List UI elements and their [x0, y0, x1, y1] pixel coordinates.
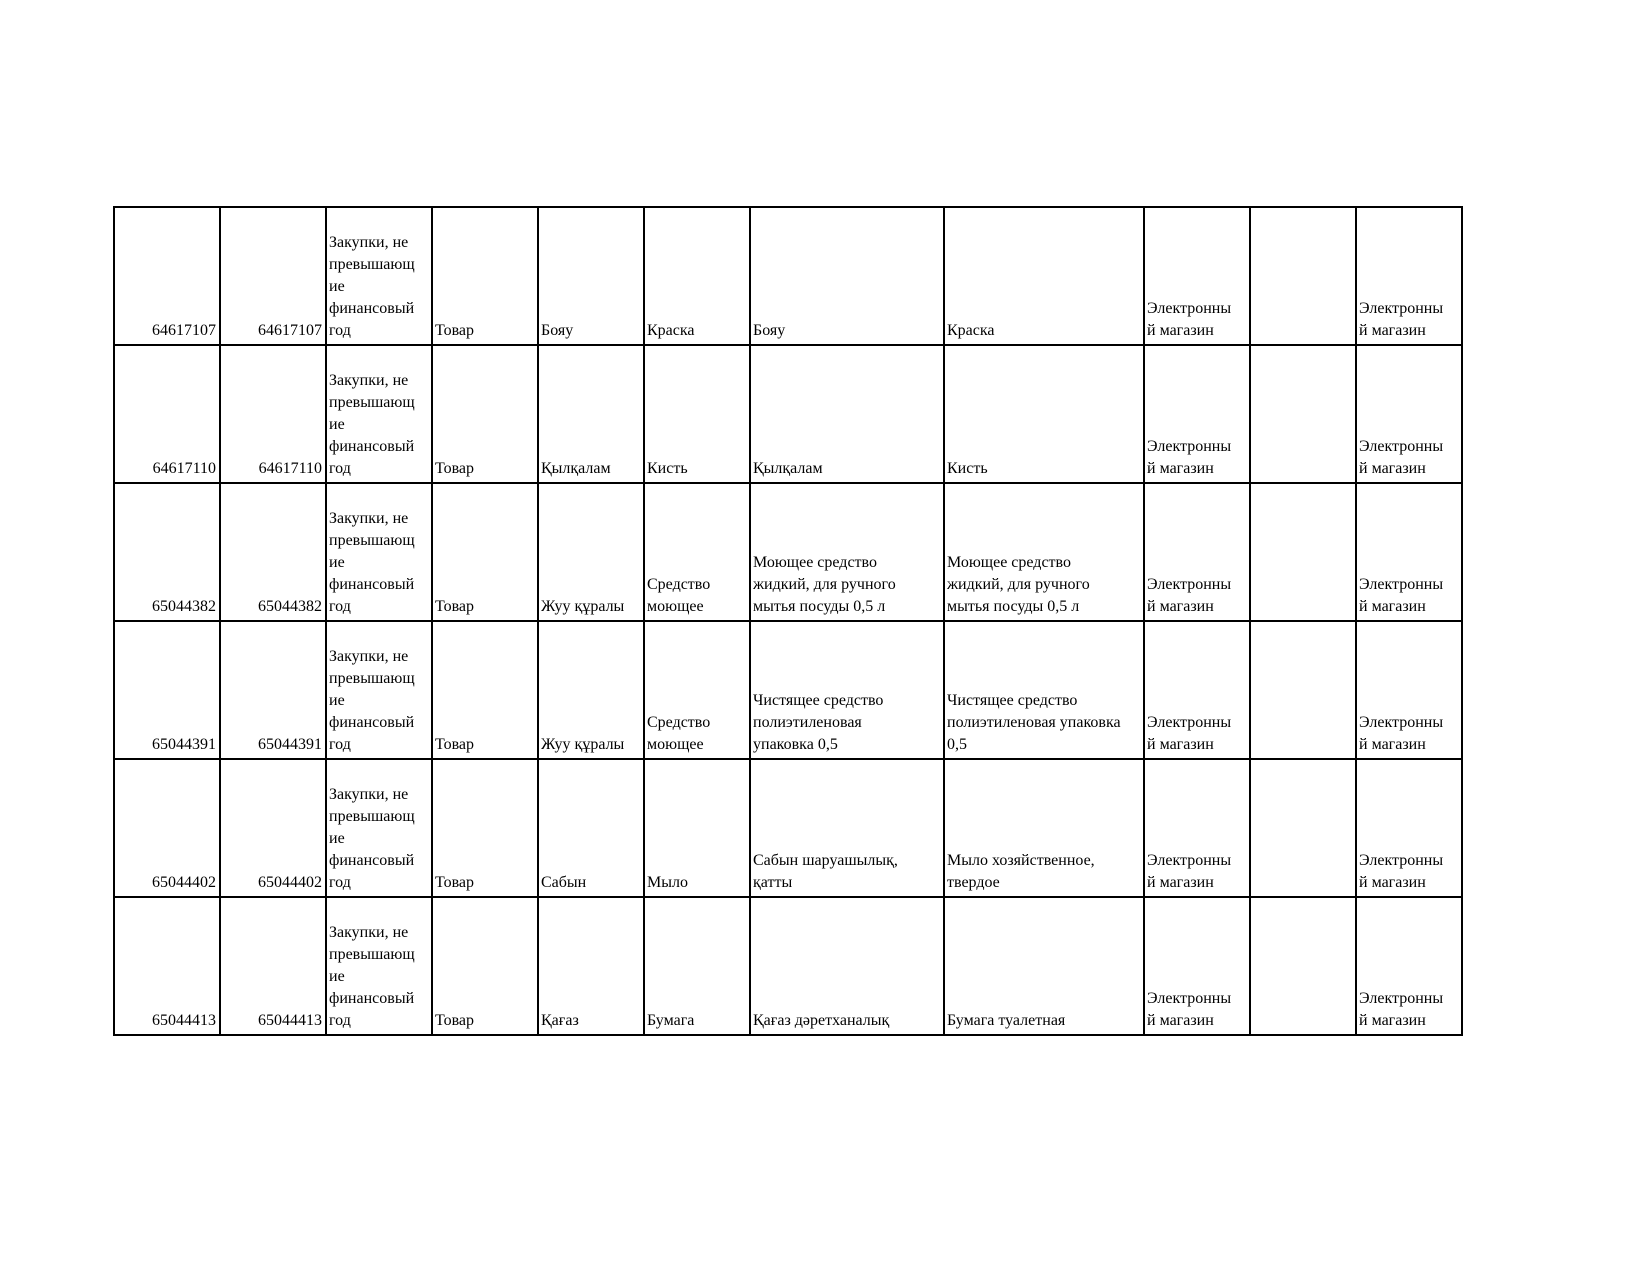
cell-characteristic-kz	[750, 897, 944, 1035]
cell-characteristic-ru	[944, 759, 1144, 897]
cell-method-kz-text: Электронны й магазин	[1147, 990, 1232, 1029]
cell-name-ru-text: Мыло	[647, 874, 688, 891]
cell-empty	[1250, 897, 1356, 1035]
table-row	[114, 345, 1462, 483]
cell-characteristic-kz	[750, 759, 944, 897]
table-row	[114, 483, 1462, 621]
table-row	[114, 897, 1462, 1035]
cell-subject-type	[432, 621, 538, 759]
cell-code	[220, 897, 326, 1035]
cell-procurement-type	[326, 207, 432, 345]
cell-procurement-type	[326, 483, 432, 621]
cell-name-kz-text: Бояу	[541, 322, 574, 339]
cell-name-ru	[644, 621, 750, 759]
cell-method-kz	[1144, 759, 1250, 897]
cell-empty	[1250, 621, 1356, 759]
cell-code-text: 65044402	[258, 874, 322, 891]
cell-code	[220, 759, 326, 897]
cell-method-ru	[1356, 621, 1462, 759]
cell-code-text: 65044391	[258, 736, 322, 753]
cell-id-text: 64617107	[152, 322, 216, 339]
cell-empty	[1250, 207, 1356, 345]
cell-name-ru	[644, 759, 750, 897]
cell-id	[114, 345, 220, 483]
cell-characteristic-kz-text: Сабын шаруашылық, қатты	[753, 852, 898, 891]
cell-characteristic-ru-text: Моющее средство жидкий, для ручного мытья посуды 0,5 л	[947, 554, 1090, 615]
cell-method-kz-text: Электронны й магазин	[1147, 852, 1232, 891]
cell-id	[114, 483, 220, 621]
cell-code-text: 64617110	[258, 460, 322, 477]
cell-subject-type-text: Товар	[435, 1012, 475, 1029]
cell-name-kz	[538, 345, 644, 483]
cell-name-ru	[644, 207, 750, 345]
table-body	[114, 207, 1462, 1035]
cell-name-kz-text: Жуу құралы	[541, 736, 625, 753]
cell-procurement-type	[326, 621, 432, 759]
cell-empty	[1250, 345, 1356, 483]
cell-subject-type	[432, 897, 538, 1035]
cell-method-kz	[1144, 207, 1250, 345]
cell-characteristic-kz	[750, 345, 944, 483]
cell-id-text: 65044382	[152, 598, 216, 615]
spreadsheet-page	[113, 206, 1463, 1036]
cell-characteristic-kz-text: Қылқалам	[753, 460, 823, 477]
cell-name-ru-text: Средство моющее	[647, 576, 711, 615]
cell-id	[114, 621, 220, 759]
cell-name-kz-text: Қылқалам	[541, 460, 611, 477]
cell-subject-type	[432, 207, 538, 345]
cell-code	[220, 207, 326, 345]
cell-procurement-type	[326, 345, 432, 483]
cell-procurement-type-text: Закупки, не превышающ ие финансовый год	[329, 786, 415, 891]
table-row	[114, 207, 1462, 345]
cell-method-ru	[1356, 345, 1462, 483]
cell-method-kz-text: Электронны й магазин	[1147, 438, 1232, 477]
cell-characteristic-ru-text: Кисть	[947, 460, 988, 477]
cell-empty	[1250, 483, 1356, 621]
cell-procurement-type-text: Закупки, не превышающ ие финансовый год	[329, 234, 415, 339]
cell-method-kz-text: Электронны й магазин	[1147, 714, 1232, 753]
cell-name-ru	[644, 483, 750, 621]
cell-code-text: 64617107	[258, 322, 322, 339]
table-row	[114, 759, 1462, 897]
cell-id	[114, 759, 220, 897]
cell-characteristic-ru	[944, 621, 1144, 759]
cell-code-text: 65044382	[258, 598, 322, 615]
cell-method-kz	[1144, 345, 1250, 483]
cell-method-ru	[1356, 483, 1462, 621]
cell-name-ru-text: Кисть	[647, 460, 688, 477]
cell-name-ru-text: Краска	[647, 322, 695, 339]
cell-characteristic-ru-text: Чистящее средство полиэтиленовая упаковка 0,5	[947, 692, 1121, 753]
cell-name-ru-text: Бумага	[647, 1012, 695, 1029]
cell-characteristic-ru-text: Мыло хозяйственное, твердое	[947, 852, 1095, 891]
cell-characteristic-kz-text: Қағаз дәретханалық	[753, 1012, 890, 1029]
cell-characteristic-kz	[750, 621, 944, 759]
cell-id	[114, 897, 220, 1035]
cell-characteristic-ru-text: Бумага туалетная	[947, 1012, 1066, 1029]
cell-name-kz-text: Қағаз	[541, 1012, 579, 1029]
cell-characteristic-ru	[944, 483, 1144, 621]
cell-procurement-type-text: Закупки, не превышающ ие финансовый год	[329, 510, 415, 615]
cell-subject-type-text: Товар	[435, 736, 475, 753]
cell-code	[220, 345, 326, 483]
cell-id-text: 65044391	[152, 736, 216, 753]
cell-id-text: 64617110	[152, 460, 216, 477]
cell-method-ru-text: Электронны й магазин	[1359, 852, 1444, 891]
cell-name-kz	[538, 207, 644, 345]
cell-method-kz	[1144, 897, 1250, 1035]
cell-method-kz	[1144, 483, 1250, 621]
cell-method-ru	[1356, 207, 1462, 345]
cell-code	[220, 621, 326, 759]
cell-name-kz	[538, 759, 644, 897]
cell-name-kz-text: Жуу құралы	[541, 598, 625, 615]
cell-characteristic-ru-text: Краска	[947, 322, 995, 339]
cell-name-ru-text: Средство моющее	[647, 714, 711, 753]
cell-subject-type	[432, 759, 538, 897]
cell-name-ru	[644, 897, 750, 1035]
cell-subject-type-text: Товар	[435, 322, 475, 339]
cell-method-ru-text: Электронны й магазин	[1359, 714, 1444, 753]
cell-method-ru-text: Электронны й магазин	[1359, 576, 1444, 615]
cell-code	[220, 483, 326, 621]
cell-method-ru-text: Электронны й магазин	[1359, 990, 1444, 1029]
cell-characteristic-kz-text: Чистящее средство полиэтиленовая упаковка 0,5	[753, 692, 884, 753]
cell-characteristic-kz-text: Моющее средство жидкий, для ручного мытья посуды 0,5 л	[753, 554, 896, 615]
cell-subject-type	[432, 483, 538, 621]
cell-procurement-type	[326, 897, 432, 1035]
cell-name-kz-text: Сабын	[541, 874, 587, 891]
cell-name-kz	[538, 483, 644, 621]
cell-name-kz	[538, 897, 644, 1035]
cell-method-ru-text: Электронны й магазин	[1359, 438, 1444, 477]
cell-id-text: 65044402	[152, 874, 216, 891]
cell-id	[114, 207, 220, 345]
cell-method-ru	[1356, 897, 1462, 1035]
cell-id-text: 65044413	[152, 1012, 216, 1029]
table-row	[114, 621, 1462, 759]
cell-characteristic-kz	[750, 207, 944, 345]
cell-procurement-type-text: Закупки, не превышающ ие финансовый год	[329, 924, 415, 1029]
cell-characteristic-ru	[944, 897, 1144, 1035]
cell-procurement-type-text: Закупки, не превышающ ие финансовый год	[329, 648, 415, 753]
cell-procurement-type	[326, 759, 432, 897]
cell-method-ru	[1356, 759, 1462, 897]
cell-name-kz	[538, 621, 644, 759]
cell-code-text: 65044413	[258, 1012, 322, 1029]
cell-name-ru	[644, 345, 750, 483]
cell-characteristic-kz	[750, 483, 944, 621]
cell-subject-type-text: Товар	[435, 460, 475, 477]
cell-subject-type-text: Товар	[435, 874, 475, 891]
cell-method-kz-text: Электронны й магазин	[1147, 576, 1232, 615]
cell-empty	[1250, 759, 1356, 897]
cell-characteristic-ru	[944, 207, 1144, 345]
cell-procurement-type-text: Закупки, не превышающ ие финансовый год	[329, 372, 415, 477]
cell-method-kz	[1144, 621, 1250, 759]
cell-characteristic-ru	[944, 345, 1144, 483]
cell-subject-type	[432, 345, 538, 483]
procurement-table	[113, 206, 1463, 1036]
cell-subject-type-text: Товар	[435, 598, 475, 615]
cell-method-kz-text: Электронны й магазин	[1147, 300, 1232, 339]
cell-method-ru-text: Электронны й магазин	[1359, 300, 1444, 339]
cell-characteristic-kz-text: Бояу	[753, 322, 786, 339]
